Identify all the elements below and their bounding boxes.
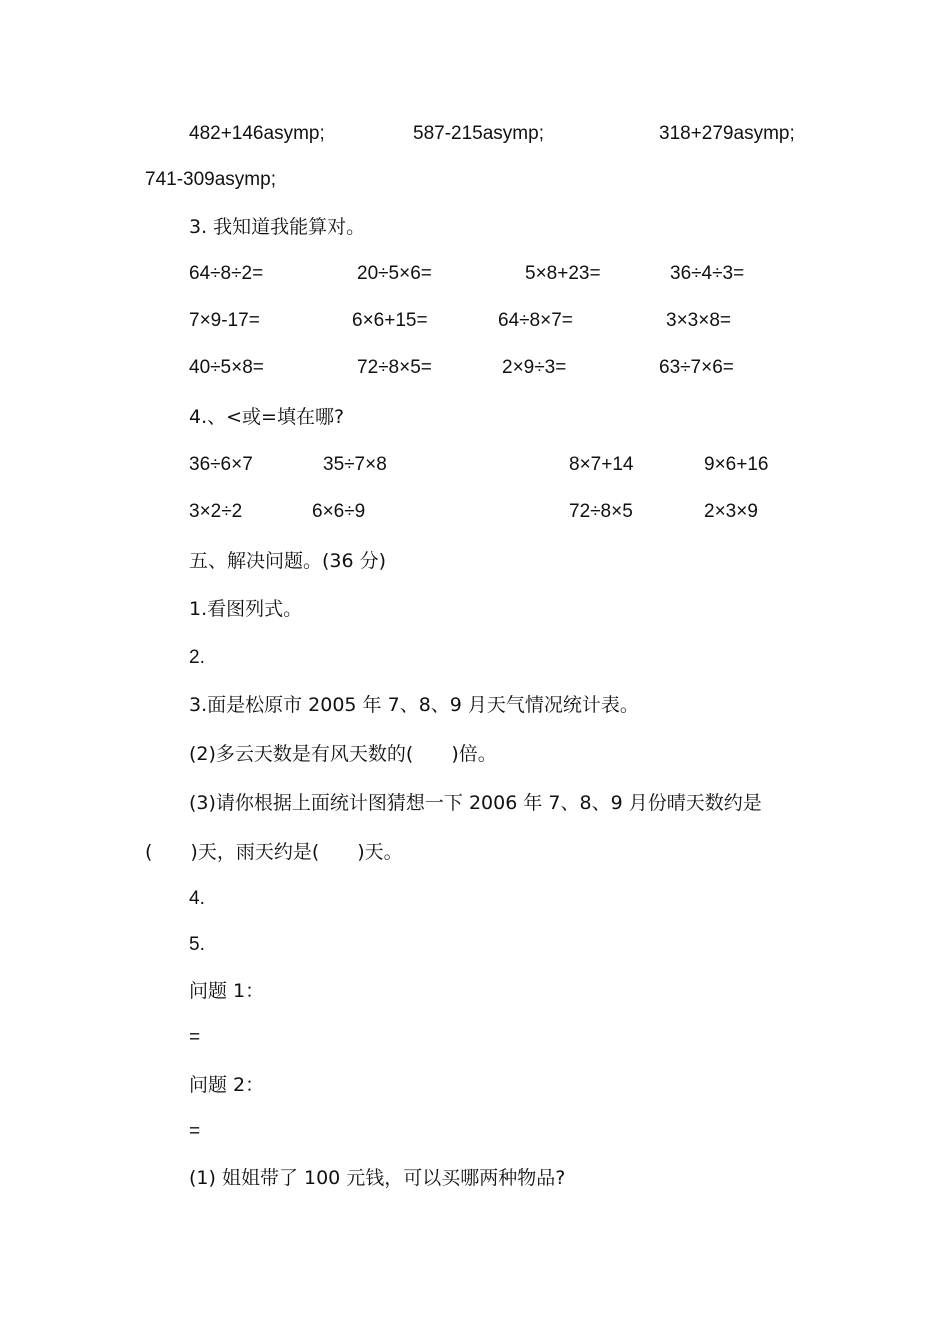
- question-3-sub-3: (3)请你根据上面统计图猜想一下 2006 年 7、8、9 月份晴天数约是: [189, 792, 762, 814]
- compare-item: 35÷7×8: [323, 454, 387, 475]
- problem-2-equation: =: [189, 1121, 201, 1142]
- compare-item: 36÷6×7: [189, 454, 253, 475]
- question-2: 2.: [189, 647, 205, 668]
- question-4: 4.: [189, 888, 205, 909]
- calc-item: 63÷7×6=: [659, 357, 734, 378]
- calc-item: 7×9-17=: [189, 310, 260, 331]
- calc-item: 6×6+15=: [352, 310, 428, 331]
- sub-question-1: (1) 姐姐带了 100 元钱，可以买哪两种物品?: [189, 1167, 566, 1189]
- calc-item: 72÷8×5=: [357, 357, 432, 378]
- question-3-sub-2: (2)多云天数是有风天数的( )倍。: [189, 743, 497, 765]
- calc-item: 5×8+23=: [525, 263, 601, 284]
- part-5-heading: 五、解决问题。(36 分): [189, 550, 387, 572]
- estimate-item: 318+279asymp;: [659, 123, 795, 144]
- problem-2-label: 问题 2：: [189, 1074, 265, 1096]
- calc-item: 40÷5×8=: [189, 357, 264, 378]
- compare-item: 2×3×9: [704, 501, 758, 522]
- estimate-item: 482+146asymp;: [189, 123, 325, 144]
- compare-item: 3×2÷2: [189, 501, 243, 522]
- compare-item: 8×7+14: [569, 454, 634, 475]
- compare-item: 72÷8×5: [569, 501, 633, 522]
- question-5: 5.: [189, 934, 205, 955]
- compare-item: 9×6+16: [704, 454, 769, 475]
- calc-item: 36÷4÷3=: [670, 263, 745, 284]
- compare-item: 6×6÷9: [312, 501, 366, 522]
- question-3: 3.面是松原市 2005 年 7、8、9 月天气情况统计表。: [189, 694, 639, 716]
- calc-item: 20÷5×6=: [357, 263, 432, 284]
- estimate-item: 587-215asymp;: [413, 123, 544, 144]
- calc-item: 64÷8×7=: [498, 310, 573, 331]
- estimate-item: 741-309asymp;: [145, 169, 276, 190]
- section-3-heading: 3. 我知道我能算对。: [189, 216, 366, 238]
- calc-item: 3×3×8=: [666, 310, 731, 331]
- calc-item: 2×9÷3=: [502, 357, 567, 378]
- section-4-heading: 4.、<或=填在哪?: [189, 406, 345, 428]
- question-3-sub-3-cont: ( )天，雨天约是( )天。: [145, 841, 403, 863]
- calc-item: 64÷8÷2=: [189, 263, 264, 284]
- problem-1-equation: =: [189, 1027, 201, 1048]
- problem-1-label: 问题 1：: [189, 980, 265, 1002]
- question-1: 1.看图列式。: [189, 598, 303, 620]
